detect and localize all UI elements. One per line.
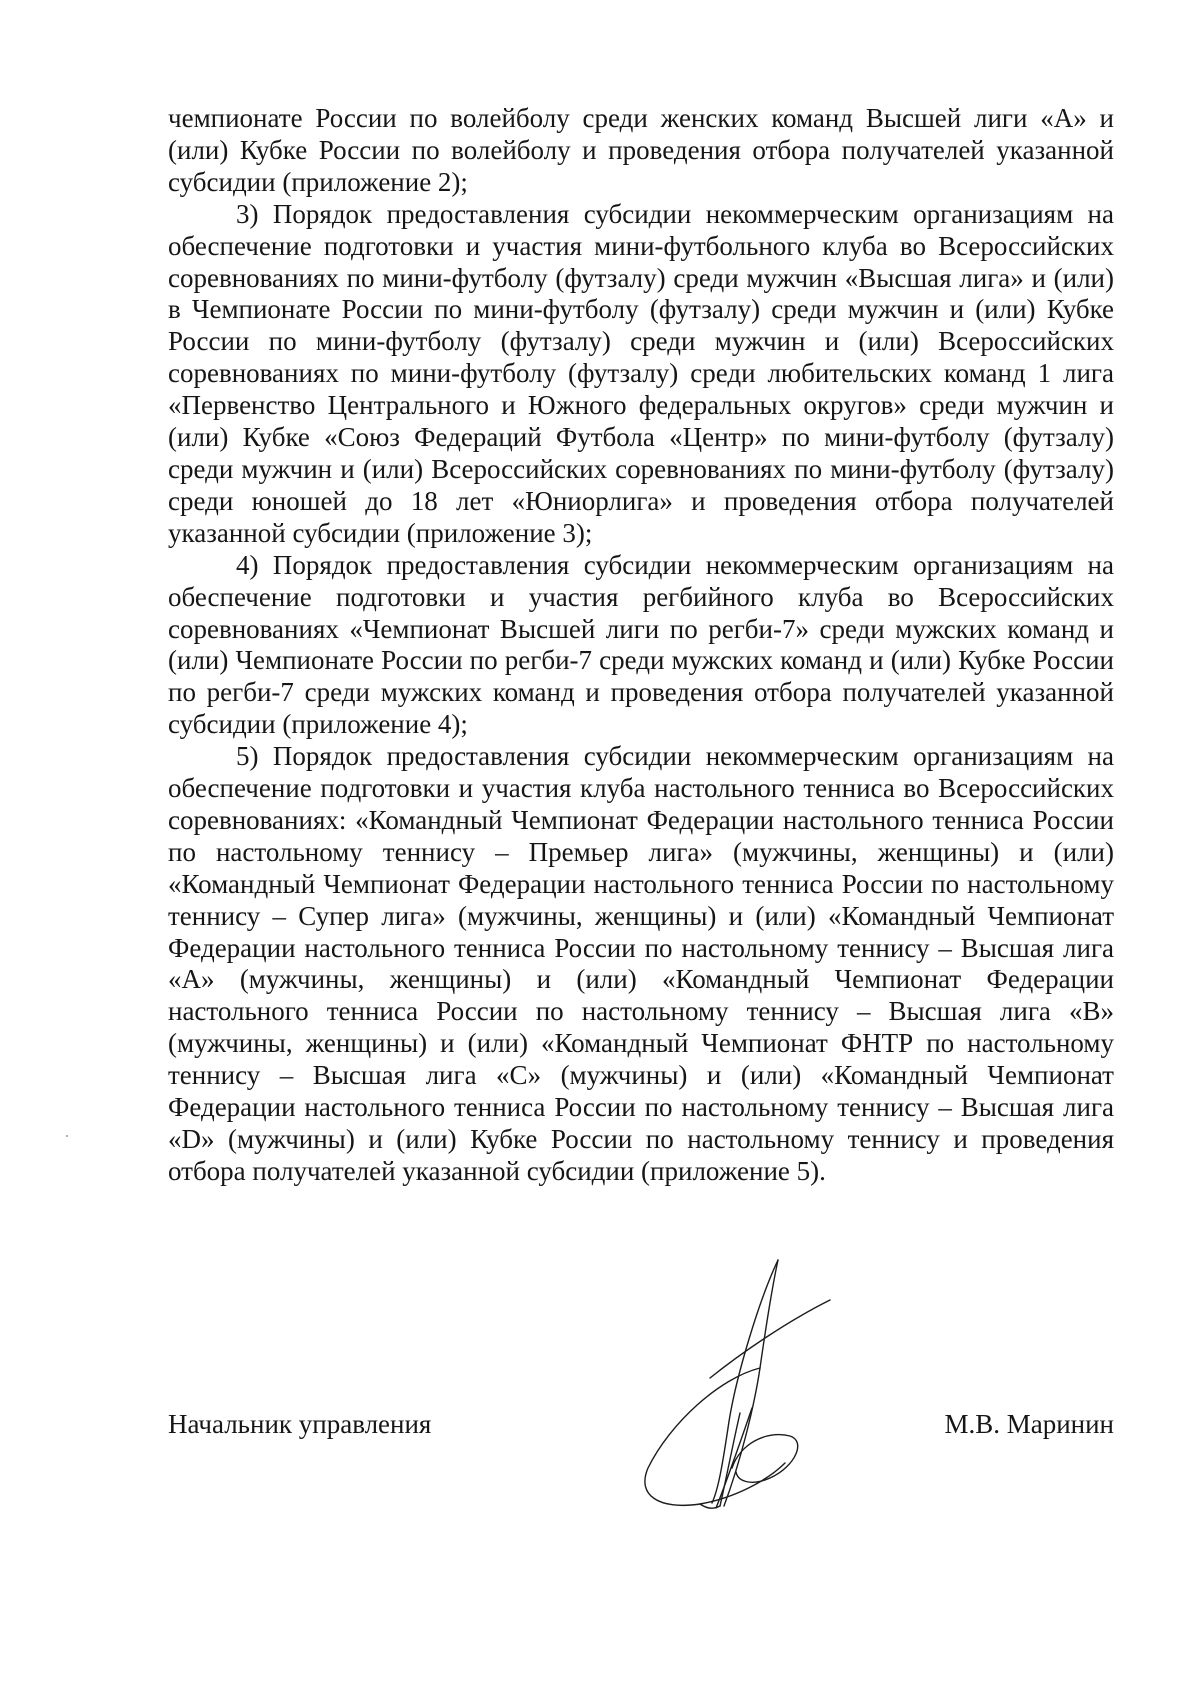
- document-body: [168, 103, 1114, 1188]
- scan-speck: [66, 1135, 68, 1137]
- handwritten-signature: [640, 1258, 890, 1528]
- paragraph-item-2-continuation: чемпионате России по волейболу среди женских команд Высшей лиги «А» и (или) Кубке России по волейболу и проведения отбора получателей указанной субсидии (приложение 2);: [168, 103, 1114, 197]
- signatory-name: М.В. Маринин: [944, 1409, 1114, 1439]
- paragraph-item-4: 4) Порядок предоставления субсидии некоммерческим организациям на обеспечение подготовки и участия регбийного клуба во Всероссийских соревнованиях «Чемпионат Высшей лиги по регби-7» среди мужских команд и (или) Чемпионате России по регби-7 среди мужских команд и (или) Кубке России по регби-7 среди мужских команд и проведения отбора получателей указанной субсидии (приложение 4);: [168, 549, 1114, 740]
- signatory-position: Начальник управления: [168, 1409, 432, 1439]
- paragraph-item-5: 5) Порядок предоставления субсидии некоммерческим организациям на обеспечение подготовки и участия клуба настольного тенниса во Всероссийских соревнованиях: «Командный Чемпионат Федерации настольного тенниса России по настольному теннису – Премьер лига» (мужчины, женщины) и (или) «Командный Чемпионат Федерации настольного тенниса России по настольному теннису – Супер лига» (мужчины, женщины) и (или) «Командный Чемпионат Федерации настольного тенниса России по настольному теннису – Высшая лига «А» (мужчины, женщины) и (или) «Командный Чемпионат Федерации настольного тенниса России по настольному теннису – Высшая лига «В» (мужчины, женщины) и (или) «Командный Чемпионат ФНТР по настольному теннису – Высшая лига «С» (мужчины) и (или) «Командный Чемпионат Федерации настольного тенниса России по настольному теннису – Высшая лига «D» (мужчины) и (или) Кубке России по настольному теннису и проведения отбора получателей указанной субсидии (приложение 5).: [168, 741, 1114, 1186]
- paragraph-item-3: 3) Порядок предоставления субсидии некоммерческим организациям на обеспечение подготовки и участия мини-футбольного клуба во Всероссийских соревнованиях по мини-футболу (футзалу) среди мужчин «Высшая лига» и (или) в Чемпионате России по мини-футболу (футзалу) среди мужчин и (или) Кубке России по мини-футболу (футзалу) среди мужчин и (или) Всероссийских соревнованиях по мини-футболу (футзалу) среди любительских команд 1 лига «Первенство Центрального и Южного федеральных округов» среди мужчин и (или) Кубке «Союз Федераций Футбола «Центр» по мини-футболу (футзалу) среди мужчин и (или) Всероссийских соревнованиях по мини-футболу (футзалу) среди юношей до 18 лет «Юниорлига» и проведения отбора получателей указанной субсидии (приложение 3);: [168, 198, 1114, 548]
